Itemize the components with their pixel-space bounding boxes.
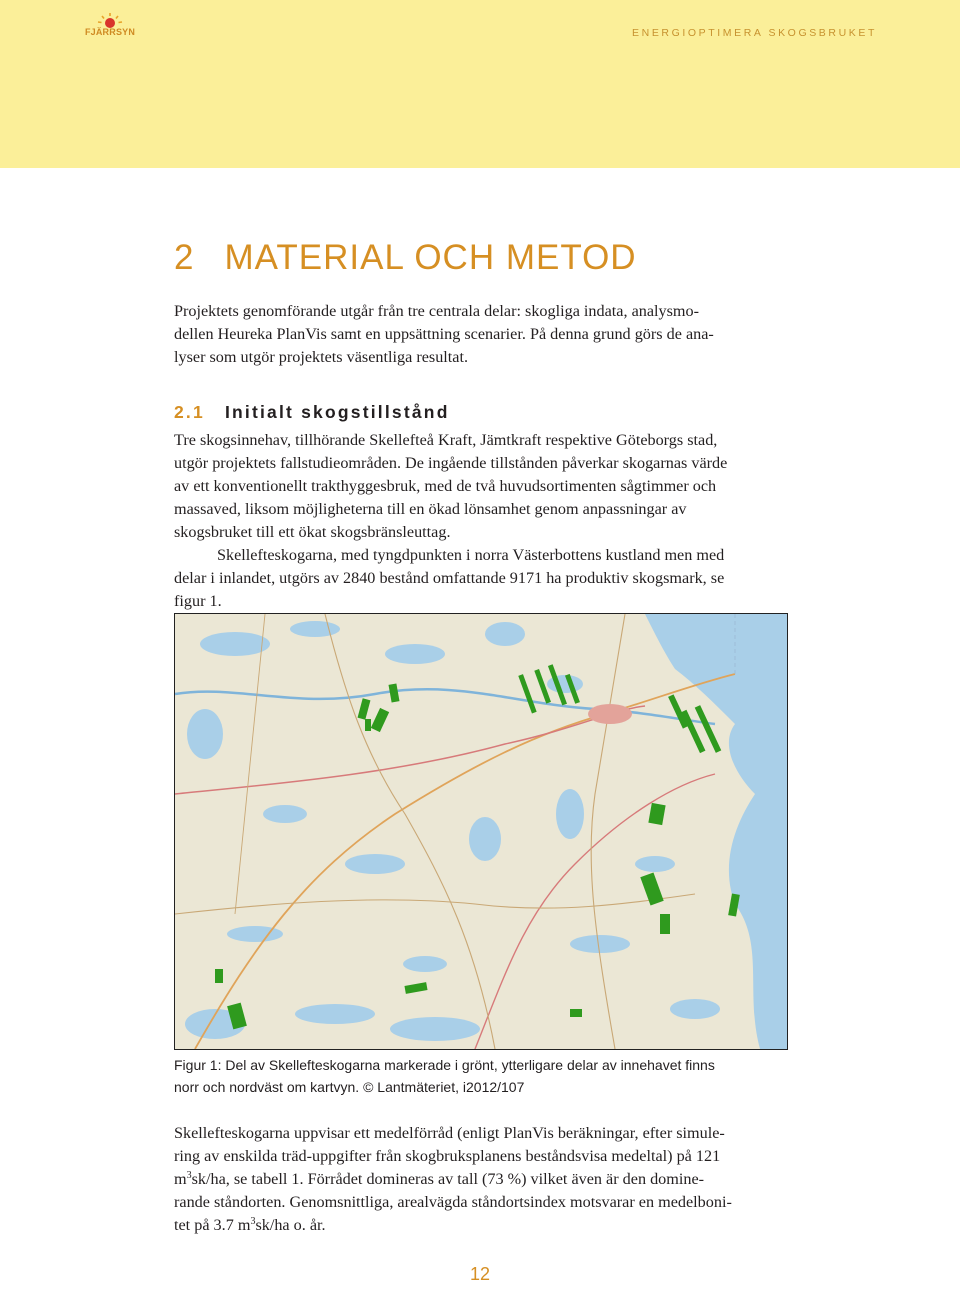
caption-line: Figur 1: Del av Skellefteskogarna markerade i grönt, ytterligare delar av innehavet finns	[174, 1057, 715, 1073]
forest-map	[174, 613, 788, 1050]
chapter-title: MATERIAL OCH METOD	[224, 238, 637, 277]
closing-line-rest: sk/ha, se tabell 1. Förrådet domineras av tall (73 %) vilket även är den domine-	[191, 1170, 705, 1188]
section-line: massaved, liksom möjligheterna till en ökad lönsamhet genom anpassningar av	[174, 500, 687, 518]
section-line: skogsbruket till ett ökat skogsbränsleuttag.	[174, 523, 451, 541]
chapter-heading	[174, 238, 637, 278]
map-graphic	[175, 614, 787, 1049]
intro-line: Projektets genomförande utgår från tre centrala delar: skogliga indata, analysmo-	[174, 302, 699, 320]
section-line: Skellefteskogarna, med tyngdpunkten i norra Västerbottens kustland men med	[217, 546, 725, 564]
closing-line	[174, 1214, 732, 1237]
section-paragraph	[174, 429, 727, 613]
chapter-number: 2	[174, 238, 195, 277]
section-line: figur 1.	[174, 592, 222, 610]
section-line: utgör projektets fallstudieområden. De ingående tillstånden påverkar skogarnas värde	[174, 454, 728, 472]
closing-line: Skellefteskogarna uppvisar ett medelförråd (enligt PlanVis beräkningar, efter simule-	[174, 1124, 725, 1142]
section-number: 2.1	[174, 402, 205, 422]
intro-paragraph	[174, 300, 714, 369]
figure-caption	[174, 1054, 715, 1098]
closing-line	[174, 1168, 732, 1191]
closing-line: rande ståndorten. Genomsnittliga, arealvägda ståndortsindex motsvarar en medelboni-	[174, 1193, 732, 1211]
section-line: av ett konventionellt trakthyggesbruk, med de två huvudsortimenten sågtimmer och	[174, 477, 717, 495]
unit-superscript: 3	[186, 1170, 192, 1181]
section-line: Tre skogsinnehav, tillhörande Skellefteå Kraft, Jämtkraft respektive Göteborgs stad,	[174, 431, 718, 449]
logo-text: FJÄRRSYN	[84, 27, 136, 37]
closing-line: ring av enskilda träd-uppgifter från skogbruksplanens beståndsvisa medeltal) på 121	[174, 1147, 721, 1165]
unit-superscript: 3	[250, 1216, 256, 1227]
fjarrsyn-logo	[82, 12, 138, 42]
header-tagline: ENERGIOPTIMERA SKOGSBRUKET	[632, 27, 877, 39]
section-heading	[174, 402, 450, 423]
section-title: Initialt skogstillstånd	[224, 402, 450, 422]
town-area	[588, 704, 632, 724]
caption-line: norr och nordväst om kartvyn. © Lantmäteriet, i2012/107	[174, 1079, 525, 1095]
section-line: delar i inlandet, utgörs av 2840 bestånd omfattande 9171 ha produktiv skogsmark, se	[174, 569, 725, 587]
header-band	[0, 0, 960, 168]
intro-line: dellen Heureka PlanVis samt en uppsättning scenarier. På denna grund görs de ana-	[174, 325, 714, 343]
closing-line-post: sk/ha o. år.	[255, 1216, 326, 1234]
closing-line-pre: tet på 3.7 m	[174, 1216, 251, 1234]
closing-paragraph	[174, 1122, 732, 1237]
page-number: 12	[469, 1264, 491, 1284]
unit-m: m	[174, 1170, 187, 1188]
intro-line: lyser som utgör projektets väsentliga resultat.	[174, 348, 469, 366]
